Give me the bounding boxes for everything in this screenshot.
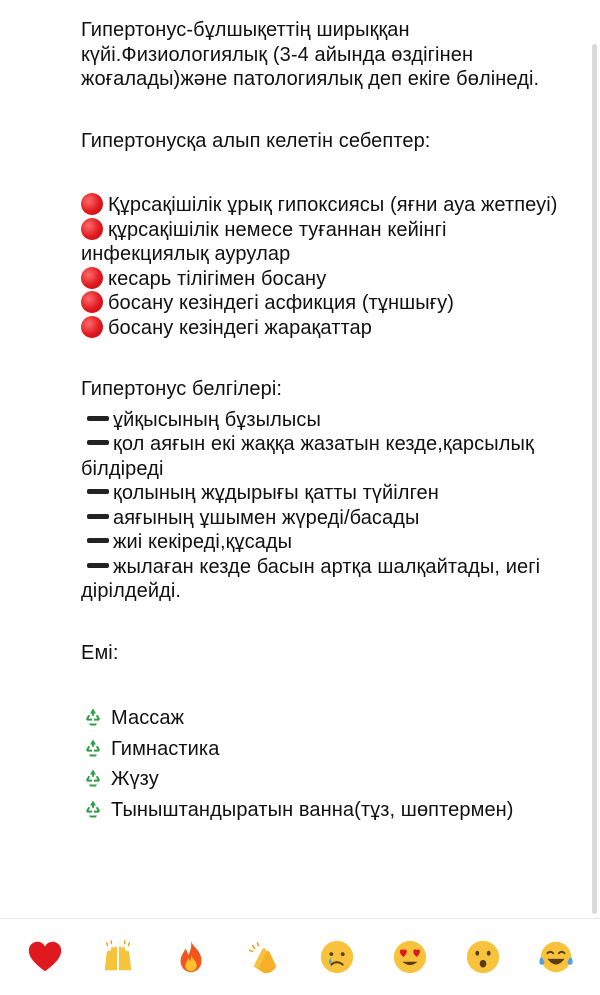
reaction-raising-hands[interactable] <box>95 934 141 980</box>
reaction-heart[interactable] <box>22 934 68 980</box>
scrollbar[interactable] <box>592 44 597 914</box>
sign-item: жылаған кезде басын артқа шалқайтады, иегі дірілдейді. <box>81 555 541 602</box>
cause-item: құрсақішілік немесе туғаннан кейінгі инфекциялық аурулар <box>81 218 447 265</box>
cause-item: босану кезіндегі жарақаттар <box>81 316 571 341</box>
treatment-list <box>81 705 571 822</box>
heart-eyes-icon <box>391 938 429 976</box>
sign-item: аяғының ұшымен жүреді/басады <box>81 506 571 531</box>
cause-item: Құрсақішілік ұрық гипоксиясы (яғни ауа жетпеуі) <box>81 193 571 218</box>
fire-icon <box>172 938 210 976</box>
raising-hands-icon <box>99 938 137 976</box>
recycle-icon <box>81 766 105 790</box>
heavy-minus-icon <box>87 538 109 543</box>
signs-list <box>81 408 571 604</box>
red-circle-icon <box>81 218 103 240</box>
treatment-item: Гимнастика <box>81 736 571 762</box>
reaction-fire[interactable] <box>168 934 214 980</box>
surprised-face-icon <box>464 938 502 976</box>
reaction-heart-eyes[interactable] <box>387 934 433 980</box>
treatment-heading: Емі: <box>81 641 119 664</box>
heavy-minus-icon <box>87 440 109 445</box>
signs-heading: Гипертонус белгілері: <box>81 378 283 400</box>
heavy-minus-icon <box>87 489 109 494</box>
red-circle-icon <box>81 193 103 215</box>
sign-item: жиі кекіреді,құсады <box>81 530 571 555</box>
reaction-surprised-face[interactable] <box>460 934 506 980</box>
clapping-hands-icon <box>245 938 283 976</box>
sign-item: қолының жұдырығы қатты түйілген <box>81 481 571 506</box>
reaction-crying-face[interactable] <box>314 934 360 980</box>
cause-item: босану кезіндегі асфикция (тұншығу) <box>81 291 571 316</box>
red-circle-icon <box>81 291 103 313</box>
treatment-item: Тыныштандыратын ванна(тұз, шөптермен) <box>81 797 571 823</box>
red-circle-icon <box>81 267 103 289</box>
sign-item: ұйқысының бұзылысы <box>81 408 571 433</box>
tears-of-joy-icon <box>537 938 575 976</box>
reaction-bar <box>0 918 600 995</box>
reaction-clapping-hands[interactable] <box>241 934 287 980</box>
sign-item: қол аяғын екі жаққа жазатын кезде,қарсылық білдіреді <box>81 433 534 480</box>
intro-paragraph: Гипертонус-бұлшықеттің ширыққан күйі.Физиологиялық (3-4 айында өздігінен жоғалады)және патологиялық деп екіге бөлінеді. <box>81 19 540 90</box>
treatment-item: Массаж <box>81 705 571 731</box>
heart-icon <box>26 938 64 976</box>
crying-face-icon <box>318 938 356 976</box>
recycle-icon <box>81 705 105 729</box>
message-body <box>81 18 571 822</box>
recycle-icon <box>81 797 105 821</box>
heavy-minus-icon <box>87 514 109 519</box>
red-circle-icon <box>81 316 103 338</box>
treatment-item: Жүзу <box>81 766 571 792</box>
causes-list <box>81 193 571 340</box>
heavy-minus-icon <box>87 563 109 568</box>
reaction-tears-of-joy[interactable] <box>533 934 579 980</box>
causes-heading: Гипертонусқа алып келетін себептер: <box>81 129 431 152</box>
cause-item: кесарь тілігімен босану <box>81 267 571 292</box>
recycle-icon <box>81 736 105 760</box>
heavy-minus-icon <box>87 416 109 421</box>
